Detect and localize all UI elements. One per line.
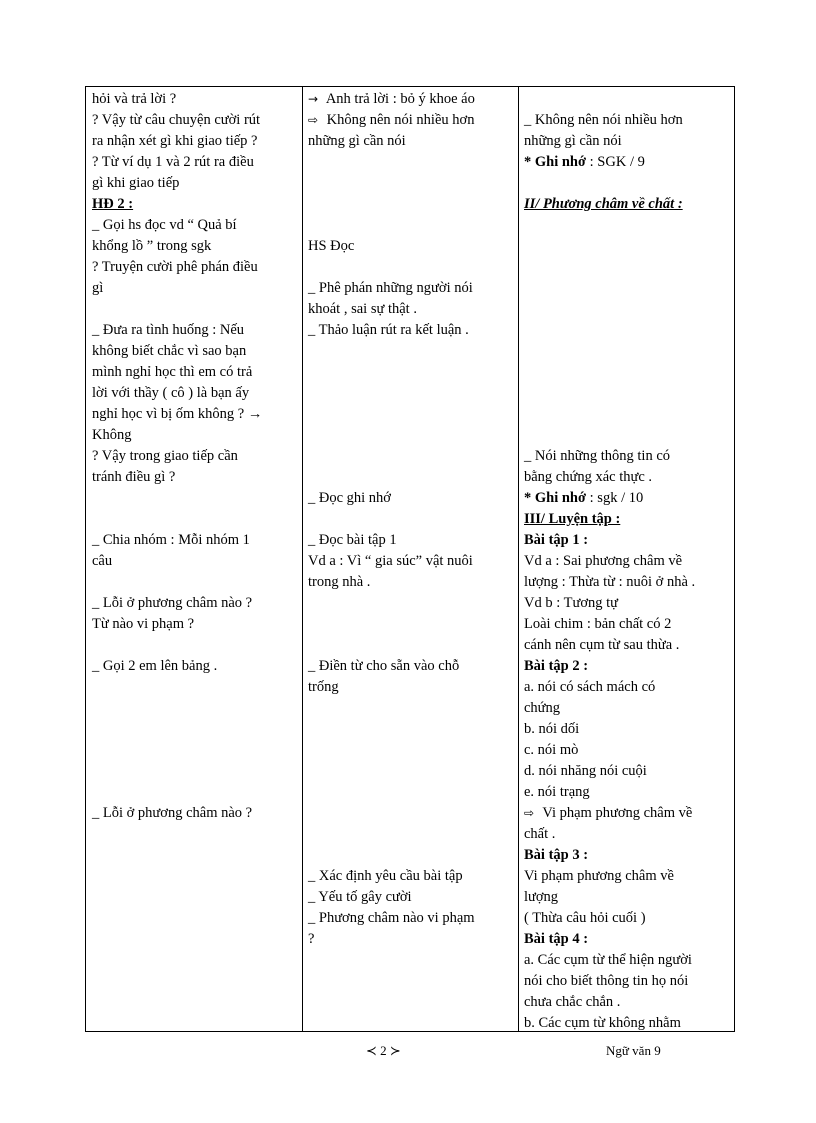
- col3-line: e. nói trạng: [524, 784, 590, 800]
- col2-line: [308, 404, 513, 425]
- col3-line: * Ghi nhớ : sgk / 10: [524, 490, 644, 506]
- col2-line: [308, 446, 513, 467]
- col1-line: nghỉ học vì bị ốm không ? →: [92, 406, 263, 422]
- col1-line: ? Từ ví dụ 1 và 2 rút ra điều: [92, 154, 254, 170]
- col3-line: d. nói nhăng nói cuội: [524, 763, 647, 779]
- col2-line: [308, 740, 513, 761]
- col1-line: mình nghỉ học thì em có trả: [92, 364, 253, 380]
- arrow-icon: ⇨: [524, 806, 535, 820]
- col2-line: [308, 698, 513, 719]
- col2-line: [308, 845, 513, 866]
- col1-line: [92, 488, 297, 509]
- col3-line: a. Các cụm từ thể hiện người: [524, 952, 692, 968]
- col2-line: ⇨ Không nên nói nhiều hơn: [308, 110, 513, 131]
- page-number: ≺ 2 ≻: [366, 1043, 401, 1058]
- col2-line: [308, 761, 513, 782]
- col2-line: [308, 257, 513, 278]
- col3-line: ( Thừa câu hỏi cuối ): [524, 910, 646, 926]
- col2-line: [308, 362, 513, 383]
- subject-label: Ngữ văn 9: [606, 1043, 661, 1058]
- col1-line: HĐ 2 :: [92, 196, 134, 212]
- col3-line: [524, 236, 730, 257]
- col1-line: _ Gọi hs đọc vd “ Quả bí: [92, 217, 237, 233]
- col1-line: _ Gọi 2 em lên bảng .: [92, 658, 218, 674]
- col1-line: [92, 299, 297, 320]
- col3-line: chứng: [524, 700, 561, 716]
- col1-line: ? Vậy từ câu chuyện cười rút: [92, 112, 261, 128]
- col1-line: ra nhận xét gì khi giao tiếp ?: [92, 133, 258, 149]
- col3-line: _ Không nên nói nhiều hơn: [524, 112, 683, 128]
- col3-line: [524, 383, 730, 404]
- col2-line: _ Điền từ cho sẵn vào chỗ: [308, 658, 460, 674]
- arrow-icon: →: [308, 92, 319, 106]
- col2-line: [308, 614, 513, 635]
- col1-line: [92, 698, 297, 719]
- col3-line: Bài tập 3 :: [524, 847, 589, 863]
- col3-line: * Ghi nhớ : SGK / 9: [524, 154, 645, 170]
- col2-line: [308, 173, 513, 194]
- col3-line: [524, 173, 730, 194]
- col2-line: [308, 425, 513, 446]
- col1-line: [92, 761, 297, 782]
- col3-line: lượng : Thừa từ : nuôi ở nhà .: [524, 574, 696, 590]
- col3-line: [524, 215, 730, 236]
- col2-line: [308, 509, 513, 530]
- col2-line: _ Xác định yêu cầu bài tập: [308, 868, 463, 884]
- col1-line: Từ nào vi phạm ?: [92, 616, 195, 632]
- col1-line: hỏi và trả lời ?: [92, 91, 177, 107]
- col1-line: [92, 635, 297, 656]
- col1-line: câu: [92, 553, 113, 569]
- col1-line: ? Truyện cười phê phán điều: [92, 259, 258, 275]
- col1-line: _ Đưa ra tình huống : Nếu: [92, 322, 245, 338]
- col1-line: _ Lỗi ở phương châm nào ?: [92, 805, 253, 821]
- col3-line: [524, 341, 730, 362]
- col1-line: gì: [92, 280, 104, 296]
- col3-line: [524, 404, 730, 425]
- col1-line: khổng lồ ” trong sgk: [92, 238, 212, 254]
- col2-line: [308, 152, 513, 173]
- student-activity-column: [308, 89, 513, 950]
- col1-line: [92, 509, 297, 530]
- col2-line: → Anh trả lời : bỏ ý khoe áo: [308, 89, 513, 110]
- col3-line: những gì cần nói: [524, 133, 622, 149]
- col2-line: ?: [308, 931, 315, 947]
- col3-line: nói cho biết thông tin họ nói: [524, 973, 689, 989]
- col2-line: Vd a : Vì “ gia súc” vật nuôi: [308, 553, 473, 569]
- col2-line: _ Phương châm nào vi phạm: [308, 910, 475, 926]
- col2-line: trống: [308, 679, 339, 695]
- col2-line: [308, 341, 513, 362]
- arrow-icon: ⇨: [308, 113, 319, 127]
- col3-line: III/ Luyện tập :: [524, 511, 621, 527]
- col3-line: ⇨ Vi phạm phương châm về: [524, 803, 730, 824]
- col3-line: b. Các cụm từ không nhằm: [524, 1015, 681, 1031]
- col3-line: Vd b : Tương tự: [524, 595, 619, 611]
- col2-line: [308, 803, 513, 824]
- col3-line: Vi phạm phương châm về: [524, 868, 674, 884]
- col3-line: [524, 89, 730, 110]
- col1-line: lời với thầy ( cô ) là bạn ấy: [92, 385, 250, 401]
- col1-line: gì khi giao tiếp: [92, 175, 180, 191]
- col3-line: c. nói mò: [524, 742, 579, 758]
- col2-line: những gì cần nói: [308, 133, 406, 149]
- col2-line: _ Phê phán những người nói: [308, 280, 473, 296]
- col3-line: [524, 425, 730, 446]
- col1-line: [92, 572, 297, 593]
- col2-line: [308, 782, 513, 803]
- col3-line: Bài tập 1 :: [524, 532, 589, 548]
- col3-line: cánh nên cụm từ sau thừa .: [524, 637, 680, 653]
- col2-line: [308, 383, 513, 404]
- col2-line: HS Đọc: [308, 238, 355, 254]
- col1-line: tránh điều gì ?: [92, 469, 176, 485]
- content-column: [524, 89, 730, 1034]
- col3-line: [524, 278, 730, 299]
- col1-line: [92, 677, 297, 698]
- col3-line: chưa chắc chắn .: [524, 994, 621, 1010]
- column-divider-2: [518, 87, 519, 1031]
- col1-line: [92, 719, 297, 740]
- column-divider-1: [302, 87, 303, 1031]
- col3-line: Bài tập 4 :: [524, 931, 589, 947]
- col1-line: [92, 782, 297, 803]
- col2-line: _ Thảo luận rút ra kết luận .: [308, 322, 469, 338]
- col3-line: Vd a : Sai phương châm về: [524, 553, 683, 569]
- col3-line: Bài tập 2 :: [524, 658, 589, 674]
- col1-line: không biết chắc vì sao bạn: [92, 343, 247, 359]
- col3-line: _ Nói những thông tin có: [524, 448, 671, 464]
- col1-line: [92, 740, 297, 761]
- col3-line: lượng: [524, 889, 559, 905]
- col2-line: [308, 635, 513, 656]
- col1-line: ? Vậy trong giao tiếp cần: [92, 448, 238, 464]
- lesson-table: [85, 86, 735, 1032]
- col3-line: [524, 257, 730, 278]
- col1-line: _ Lỗi ở phương châm nào ?: [92, 595, 253, 611]
- col3-line: [524, 362, 730, 383]
- col2-line: [308, 467, 513, 488]
- col3-line: b. nói dối: [524, 721, 580, 737]
- col3-line: [524, 299, 730, 320]
- col2-line: [308, 824, 513, 845]
- col2-line: _ Yếu tố gây cười: [308, 889, 412, 905]
- col3-line: chất .: [524, 826, 556, 842]
- col2-line: khoát , sai sự thật .: [308, 301, 417, 317]
- col2-line: [308, 215, 513, 236]
- col1-line: _ Chia nhóm : Mỗi nhóm 1: [92, 532, 250, 548]
- teacher-activity-column: [92, 89, 297, 824]
- col2-line: trong nhà .: [308, 574, 371, 590]
- col2-line: _ Đọc ghi nhớ: [308, 490, 391, 506]
- col3-line: II/ Phương châm về chất :: [524, 196, 683, 212]
- col3-line: Loài chim : bản chất có 2: [524, 616, 672, 632]
- col2-line: [308, 194, 513, 215]
- col3-line: [524, 320, 730, 341]
- col2-line: [308, 719, 513, 740]
- col3-line: bằng chứng xác thực .: [524, 469, 653, 485]
- col3-line: a. nói có sách mách có: [524, 679, 656, 695]
- col2-line: [308, 593, 513, 614]
- col2-line: _ Đọc bài tập 1: [308, 532, 397, 548]
- col1-line: Không: [92, 427, 132, 443]
